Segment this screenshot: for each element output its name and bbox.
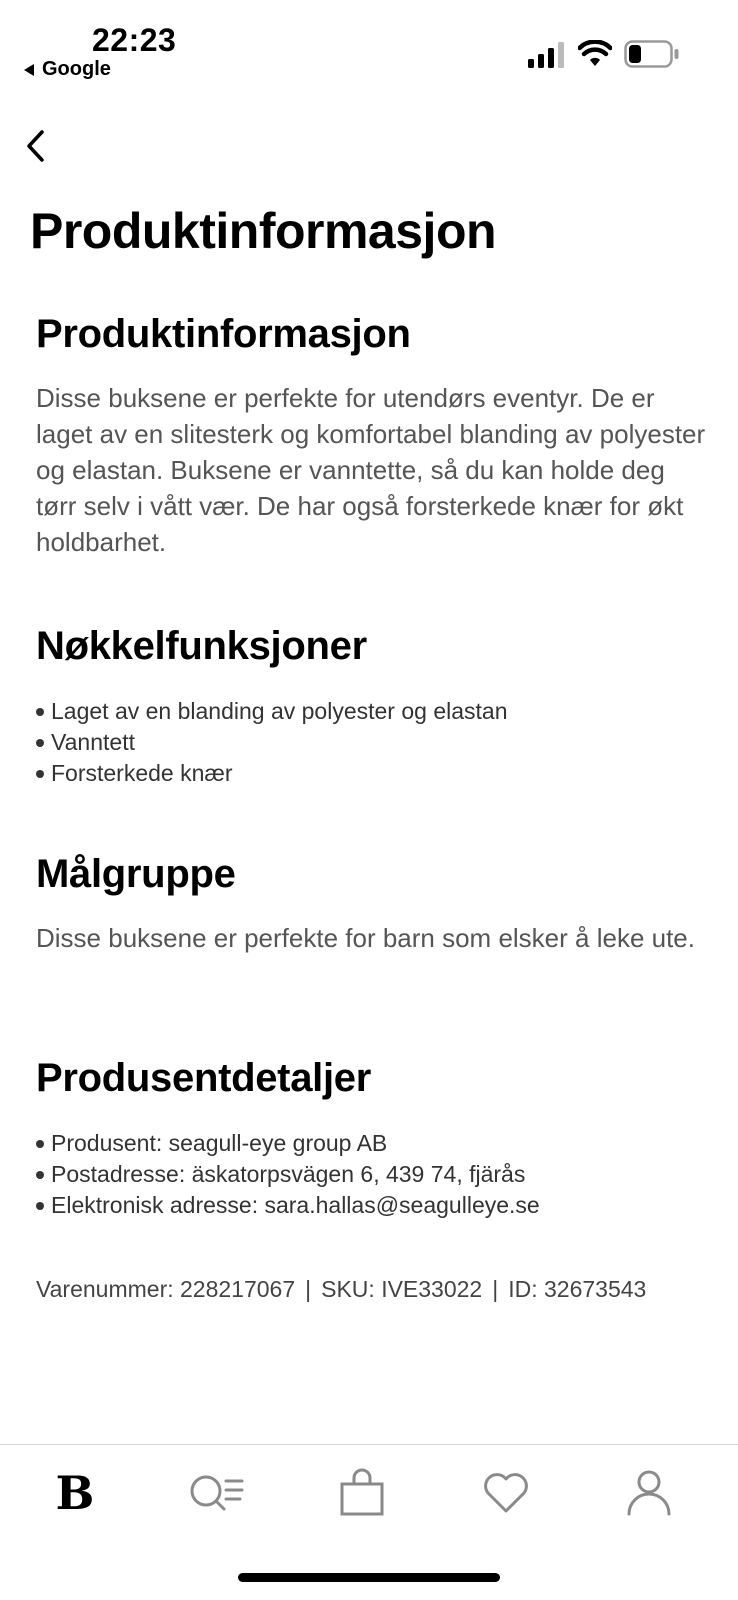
list-item bbox=[36, 1159, 706, 1190]
tab-profile[interactable] bbox=[619, 1463, 679, 1523]
cellular-signal-icon bbox=[528, 42, 566, 68]
status-bar bbox=[0, 0, 738, 90]
tab-search[interactable] bbox=[186, 1463, 246, 1523]
target-audience-section bbox=[36, 850, 706, 956]
tab-shopping-bag[interactable] bbox=[332, 1463, 392, 1523]
page-title: Produktinformasjon bbox=[30, 203, 497, 259]
heart-icon bbox=[482, 1471, 530, 1515]
target-audience-text: Disse buksene er perfekte for barn som elsker å leke ute. bbox=[36, 923, 695, 953]
product-info-section bbox=[36, 310, 706, 560]
tab-favorites[interactable] bbox=[476, 1463, 536, 1523]
manufacturer-address: Postadresse: äskatorpsvägen 6, 439 74, fjärås bbox=[51, 1161, 526, 1187]
home-logo-icon: B bbox=[55, 1466, 95, 1520]
shopping-bag-icon bbox=[338, 1468, 386, 1518]
list-item bbox=[36, 1128, 706, 1159]
profile-icon bbox=[625, 1468, 673, 1518]
wifi-icon bbox=[578, 40, 612, 68]
bullet-icon bbox=[36, 1171, 44, 1179]
manufacturer-details-list bbox=[36, 1128, 706, 1221]
bullet-icon bbox=[36, 770, 44, 778]
product-description: Disse buksene er perfekte for utendørs eventyr. De er laget av en slitesterk og komfortabel blanding av polyester og elastan. Buksene er vanntette, så du kan holde deg tørr selv i vått vær. De har også forsterkede knær for økt holdbarhet. bbox=[36, 383, 706, 557]
battery-icon bbox=[624, 40, 680, 68]
separator: | bbox=[492, 1276, 499, 1302]
key-features-list bbox=[36, 696, 706, 789]
home-indicator[interactable] bbox=[238, 1573, 500, 1582]
bullet-icon bbox=[36, 1140, 44, 1148]
product-id: ID: 32673543 bbox=[508, 1276, 647, 1302]
bullet-icon bbox=[36, 1202, 44, 1210]
list-item bbox=[36, 1190, 706, 1221]
separator: | bbox=[305, 1276, 312, 1302]
key-features-section bbox=[36, 622, 706, 789]
manufacturer-email: Elektronisk adresse: sara.hallas@seagulleye.se bbox=[51, 1192, 540, 1218]
tab-home[interactable] bbox=[45, 1463, 105, 1523]
section-title-target-audience: Målgruppe bbox=[36, 852, 236, 896]
bullet-icon bbox=[36, 708, 44, 716]
section-title-manufacturer: Produsentdetaljer bbox=[36, 1056, 371, 1100]
back-chevron-icon[interactable] bbox=[22, 126, 52, 166]
status-time: 22:23 bbox=[92, 22, 177, 58]
list-item bbox=[36, 758, 706, 789]
product-identifiers bbox=[36, 1276, 646, 1303]
manufacturer-section bbox=[36, 1054, 706, 1221]
list-item bbox=[36, 727, 706, 758]
section-title-key-features: Nøkkelfunksjoner bbox=[36, 624, 367, 668]
feature-text: Laget av en blanding av polyester og elastan bbox=[51, 698, 508, 724]
back-to-app-link[interactable] bbox=[24, 58, 111, 81]
feature-text: Vanntett bbox=[51, 729, 135, 755]
back-app-label: Google bbox=[42, 58, 111, 80]
feature-text: Forsterkede knær bbox=[51, 760, 233, 786]
bullet-icon bbox=[36, 739, 44, 747]
search-icon bbox=[188, 1471, 244, 1515]
item-number: Varenummer: 228217067 bbox=[36, 1276, 296, 1302]
manufacturer-name: Produsent: seagull-eye group AB bbox=[51, 1130, 388, 1156]
back-triangle-icon bbox=[24, 64, 34, 76]
list-item bbox=[36, 696, 706, 727]
sku: SKU: IVE33022 bbox=[321, 1276, 483, 1302]
section-title-product-info: Produktinformasjon bbox=[36, 312, 411, 356]
